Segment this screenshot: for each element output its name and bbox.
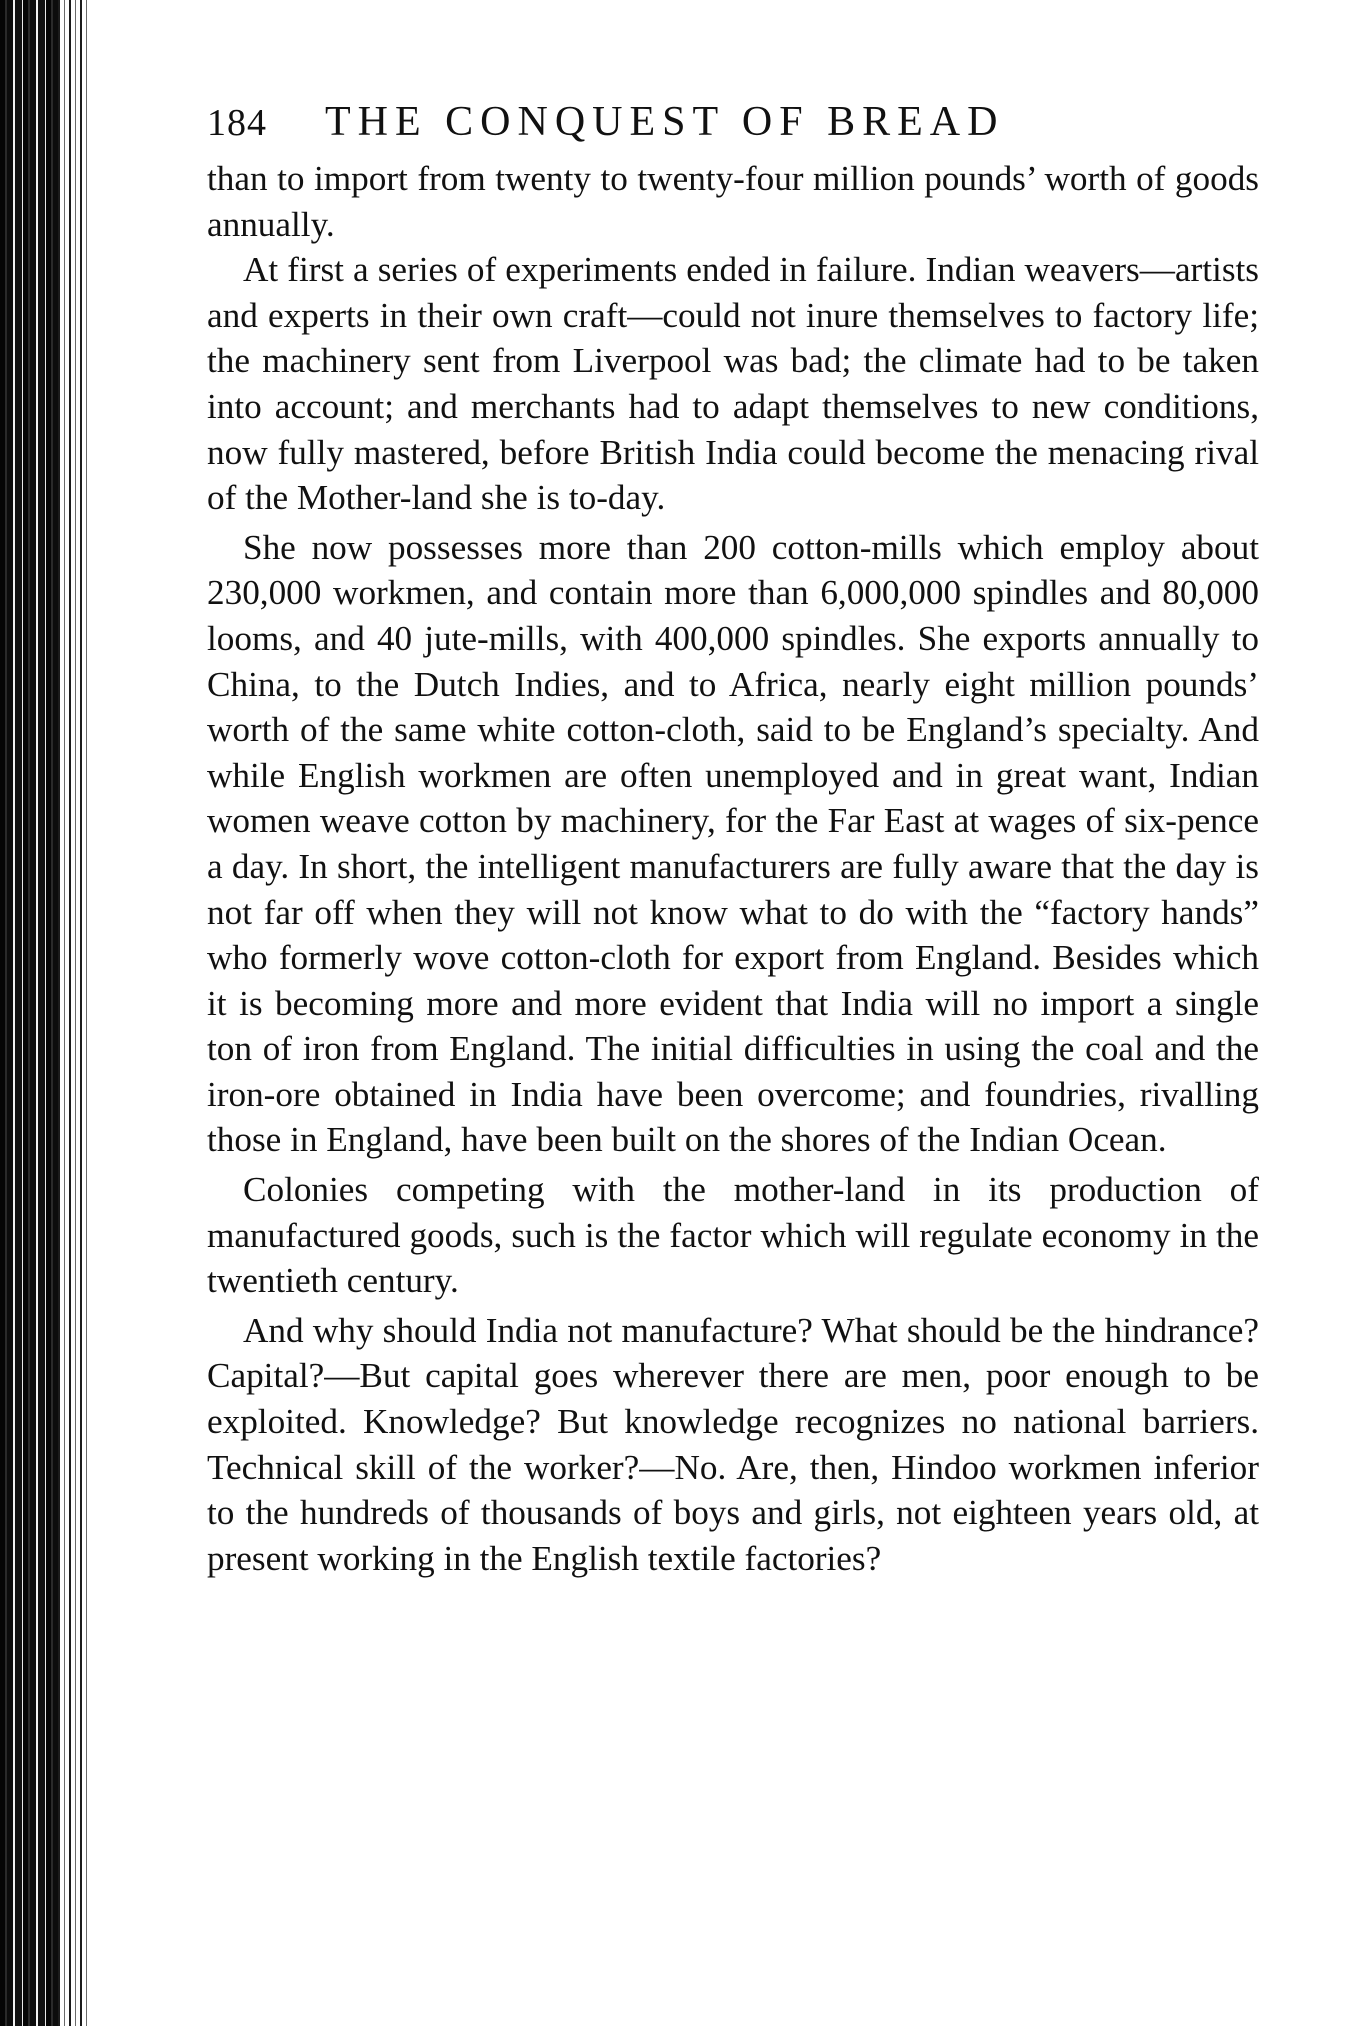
running-head [207, 98, 1259, 156]
binding-edge [58, 0, 88, 2026]
paragraph-colonies: Colonies competing with the mother-land in its production of manufactured goods, such is the factor which will regulate economy in the twentieth century. [207, 1170, 1259, 1301]
book-page [207, 98, 1259, 1581]
paragraph-why-india: And why should India not manufacture? What should be the hindrance? Capital?—But capital goes wherever there are men, poor enough to be exploited. Knowledge? But knowledge recognizes no national barriers. Technical skill of the worker?—No. Are, then, Hindoo workmen inferior to the hundreds of thousands of boys and girls, not eighteen years old, at present working in the English textile factories? [207, 1310, 1259, 1578]
running-title: THE CONQUEST OF BREAD [325, 99, 1005, 145]
paragraph-failure: At first a series of experiments ended in failure. Indian weavers—artists and experts in their own craft—could not inure themselves to factory life; the machinery sent from Liverpool was bad; the climate had to be taken into account; and merchants had to adapt themselves to new conditions, now fully mastered, before British India could become the menacing rival of the Mother-land she is to-day. [207, 250, 1259, 518]
paragraph-continued: than to import from twenty to twenty-four million pounds’ worth of goods annually. [207, 159, 1259, 244]
page-number: 184 [207, 102, 267, 144]
paragraph-mills: She now possesses more than 200 cotton-mills which employ about 230,000 workmen, and contain more than 6,000,000 spindles and 80,000 looms, and 40 jute-mills, with 400,000 spindles. She exports annually to China, to the Dutch Indies, and to Africa, nearly eight million pounds’ worth of the same white cotton-cloth, said to be England’s specialty. And while English workmen are often unemployed and in great want, Indian women weave cotton by machinery, for the Far East at wages of six-pence a day. In short, the intelligent manufacturers are fully aware that the day is not far off when they will not know what to do with the “factory hands” who formerly wove cotton-cloth for export from England. Besides which it is becoming more and more evident that India will no import a single ton of iron from England. The initial difficulties in using the coal and the iron-ore obtained in India have been overcome; and foundries, rivalling those in England, have been built on the shores of the Indian Ocean. [207, 527, 1259, 1160]
body-text [207, 156, 1259, 1581]
